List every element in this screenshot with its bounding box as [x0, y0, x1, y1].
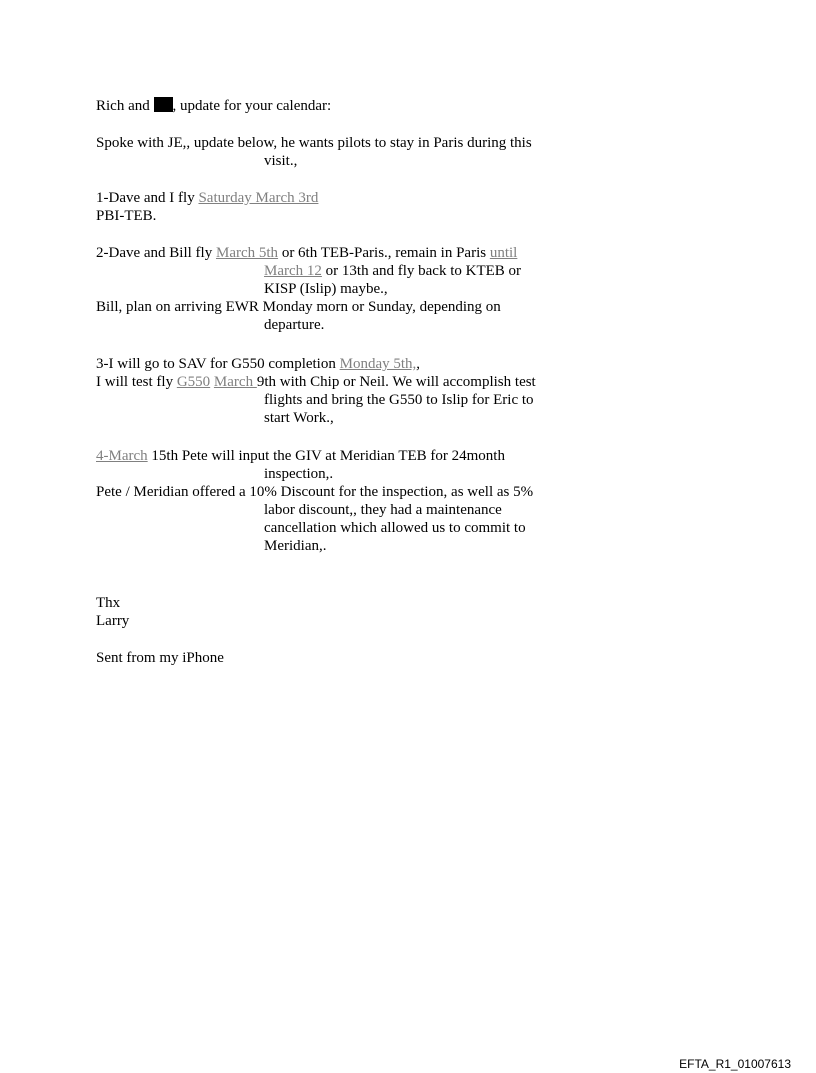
redaction-box [154, 97, 173, 112]
greeting-text-continued: , update for your calendar: [172, 98, 332, 114]
date-link-monday-5th[interactable]: Monday 5th, [339, 356, 417, 372]
item-2-text-mid: or 6th TEB-Paris., remain in Paris [278, 245, 490, 261]
item-3-test-fly-text-end: 9th with Chip or Neil. We will accomplish test flights and bring the G550 to Islip for Eric to start Work., [256, 374, 536, 426]
item-1 [96, 189, 556, 225]
item-3 [96, 355, 556, 427]
signature-name: Larry [96, 613, 130, 629]
greeting-text: Rich and [96, 98, 154, 114]
item-4 [96, 447, 556, 555]
item-1-text: 1-Dave and I fly [96, 190, 199, 206]
date-link-march[interactable]: March [213, 374, 257, 390]
item-2 [96, 244, 556, 334]
greeting-line [96, 97, 556, 115]
item-4-text: 15th Pete will input the GIV at Meridian TEB for 24month inspection,. [147, 448, 505, 482]
item-2-text: 2-Dave and Bill fly [96, 245, 216, 261]
item-2-bill-note: Bill, plan on arriving EWR Monday morn or Sunday, depending on departure. [96, 299, 501, 333]
document-id: EFTA_R1_01007613 [679, 1057, 791, 1071]
sent-from-line [96, 649, 556, 667]
item-2-text-end: or 13th and fly back to KTEB or KISP (Islip) maybe., [264, 263, 522, 297]
date-link-4-march[interactable]: 4-March [96, 448, 148, 464]
item-4-meridian-note: Pete / Meridian offered a 10% Discount for the inspection, as well as 5% labor discount,, they had a maintenance cancellation which allowed us to commit to Meridian,. [96, 484, 534, 554]
intro-text: Spoke with JE,, update below, he wants pilots to stay in Paris during this visit., [96, 135, 532, 169]
date-link-saturday[interactable]: Saturday March 3rd [198, 190, 319, 206]
date-link-until-march-12[interactable]: until March 12 [264, 245, 518, 279]
sent-from-text: Sent from my iPhone [96, 650, 224, 666]
item-3-text-end: , [416, 356, 421, 372]
date-link-march-5[interactable]: March 5th [215, 245, 279, 261]
item-3-test-fly-text: I will test fly [96, 374, 177, 390]
g550-link[interactable]: G550 [176, 374, 211, 390]
item-1-route: PBI-TEB. [96, 208, 157, 224]
signoff-block [96, 594, 556, 630]
intro-paragraph [96, 134, 556, 170]
item-3-text: 3-I will go to SAV for G550 completion [96, 356, 340, 372]
signoff: Thx [96, 595, 121, 611]
